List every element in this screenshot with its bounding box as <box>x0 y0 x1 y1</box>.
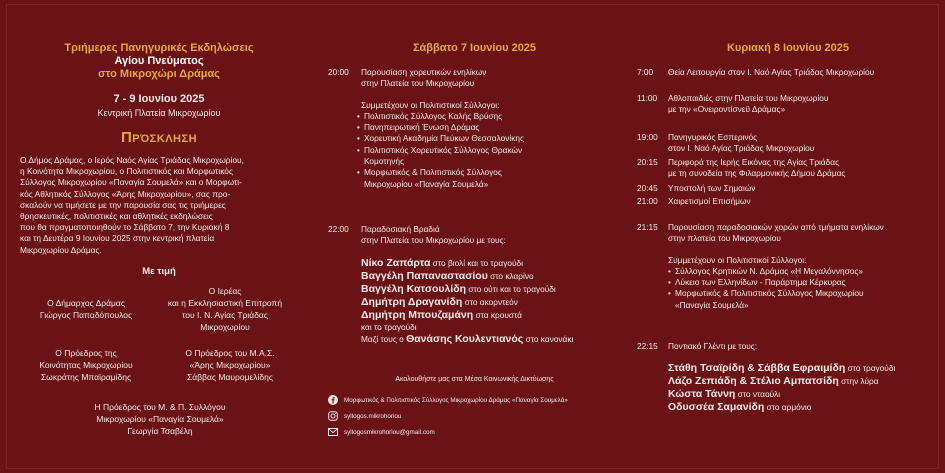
event-time: 20:45 <box>637 183 658 193</box>
text-line: Ο Δήμαρχος Δράμας <box>47 298 125 308</box>
text-line: σκαλούν να τιμήσετε με την παρουσία σας τις τριήμερες <box>20 199 226 210</box>
event-place: Κεντρική Πλατεία Μικροχωρίου <box>97 108 221 118</box>
invitation-text <box>20 155 298 256</box>
text-line: Ο Ιερέας <box>208 286 242 296</box>
left-column <box>0 0 318 473</box>
event-time: 20:00 <box>328 67 349 77</box>
saturday-column <box>318 0 631 473</box>
facebook-icon <box>328 395 338 405</box>
text-line: και τη Δευτέρα 9 Ιουνίου 2025 στην κεντρική πλατεία <box>20 233 215 244</box>
event-time: 19:00 <box>637 132 658 142</box>
text-line: Υποστολή των Σημαιών <box>668 183 756 193</box>
list-item: • Πανηπειρωτική Ένωση Δράμας <box>357 122 626 133</box>
social-instagram[interactable] <box>328 410 401 422</box>
sunday-column <box>631 0 945 473</box>
text-line: Μικροχωρίου «Παναγία Σουμελά» <box>96 414 224 424</box>
performer: Λάζο Ζεπιάδη & Στέλιο Αμπατσίδη στην λύρα <box>668 375 879 388</box>
text-line: και η Εκκλησιαστική Επιτροπή <box>167 298 283 308</box>
text-line: με τη συνοδεία της Φιλαρμονικής Δήμου Δράμας <box>668 168 846 179</box>
event-title <box>0 42 318 81</box>
title-line: Τριήμερες Πανηγυρικές Εκδηλώσεις <box>64 42 254 54</box>
text-line: στην Πλατεία του Μικροχωρίου <box>361 78 475 89</box>
text-line: θρησκευτικές, πολιτιστικές και αθλητικές εκδηλώσεις <box>20 211 213 222</box>
clubs-list <box>668 266 943 311</box>
event-time: 7:00 <box>637 67 654 77</box>
text-line: Σάββας Μαυρομελίδης <box>187 372 273 382</box>
title-line: Αγίου Πνεύματος <box>114 55 204 67</box>
text-line: και το τραγούδι <box>361 321 417 332</box>
list-item: • Μορφωτικός & Πολιτιστικός Σύλλογος Μικροχωρίου «Παναγία Σουμελά» <box>668 288 943 311</box>
text-line: Παραδοσιακή Βραδιά <box>361 224 440 234</box>
event-description <box>361 224 626 346</box>
text-line: κός Αθλητικός Σύλλογος «Άρης Μικροχωρίου», σας προ- <box>20 188 231 199</box>
text-line: του Ι. Ν. Αγίας Τριάδας <box>182 310 268 320</box>
signatory-mas-president <box>155 347 305 383</box>
text-line: Μικροχωρίου Δράμας. <box>20 244 102 255</box>
performer: Βαγγέλη Κατσουλίδη στο ούτι και το τραγούδι <box>361 282 556 295</box>
social-text: syllogos.mikrohoriou <box>344 412 402 420</box>
text-line: στην Πλατεία του Μικροχωρίου με τους: <box>361 235 506 246</box>
signatory-mayor <box>20 297 152 321</box>
text-line: με την «Ονειροντίσνεϋ Δράμας» <box>668 104 786 115</box>
list-item: • Μορφωτικός & Πολιτιστικός Σύλλογος Μικροχωρίου «Παναγία Σουμελά» <box>357 167 626 190</box>
text-line: η Κοινότητα Μικροχωρίου, ο Πολιτιστικός και Μορφωτικός <box>20 166 233 177</box>
performer: Δημήτρη Μπουζαμάνη στα κρουστά <box>361 308 522 321</box>
event-time: 11:00 <box>637 93 658 103</box>
social-text: Μορφωτικός & Πολιτιστικός Σύλλογος Μικροχωρίου Δράμας «Παναγία Σουμελά» <box>344 396 568 404</box>
text-line: Περιφορά της Ιερής Εικόνας της Αγίας Τριάδας <box>668 157 840 167</box>
text-line: Ο Δήμος Δράμας, ο Ιερός Ναός Αγίας Τριάδας Μικροχωρίου, <box>20 155 244 165</box>
performer: Δημήτρη Δραγανίδη στο ακορντεόν <box>361 295 518 308</box>
social-facebook[interactable] <box>328 394 568 406</box>
performer: Βαγγέλη Παπαναστασίου στο κλαρίνο <box>361 269 534 282</box>
list-item: • Χορευτική Ακαδημία Πεύκων Θεσσαλονίκης <box>357 133 626 144</box>
performer: Κώστα Τάννη στο νταούλι <box>668 388 781 401</box>
text-line: Ο Πρόεδρος της <box>55 348 117 358</box>
text-line: Παρουσίαση παραδοσιακών χορών από τμήματα ενηλίκων <box>668 222 884 232</box>
text-line: Κοινότητας Μικροχωρίου <box>39 360 133 370</box>
performer: Νίκο Ζαπάρτα στο βιολί και το τραγούδι <box>361 256 523 269</box>
text-line: Σύλλογος Μικροχωρίου «Παναγία Σουμελά» και ο Μορφωτι- <box>20 177 242 188</box>
title-line: στο Μικροχώρι Δράμας <box>98 68 220 80</box>
text-line: Ποντιακό Γλέντι με τους: <box>668 341 758 351</box>
saturday-heading: Σάββατο 7 Ιουνίου 2025 <box>412 42 537 54</box>
clubs-heading: Συμμετέχουν οι Πολιτιστικοί Σύλλογοι: <box>668 254 807 265</box>
email-icon <box>328 427 338 437</box>
event-description <box>361 67 626 190</box>
event-time: 22:00 <box>328 224 349 234</box>
invitation-heading: Πρόσκληση <box>120 129 198 146</box>
signatory-club-president <box>40 401 280 437</box>
performer: Μαζί τους ο Θανάσης Κουλεντιανός στο κανονάκι <box>361 332 574 345</box>
text-line: Γεωργία Τσαβέλη <box>127 426 193 436</box>
text-line: Αθλοπαιδιές στην Πλατεία του Μικροχωρίου <box>668 93 829 103</box>
text-line: Παρουσίαση χορευτικών ενηλίκων <box>361 67 487 77</box>
text-line: Πανηγυρικός Εσπερινός <box>668 132 758 142</box>
sunday-heading: Κυριακή 8 Ιουνίου 2025 <box>726 42 850 54</box>
event-time: 22:15 <box>637 341 658 351</box>
honor-heading: Με τιμή <box>142 266 176 277</box>
text-line: Η Πρόεδρος του Μ. & Π. Συλλόγου <box>94 402 226 412</box>
performer: Στάθη Τσαϊρίδη & Σάββα Εφραιμίδη στο τραγούδι <box>668 362 896 375</box>
clubs-list <box>357 111 626 190</box>
text-line: Μικροχωρίου <box>200 322 250 332</box>
social-heading: Ακολουθήστε μας στα Μέσα Κοινωνικής Δικτύωσης <box>395 376 554 383</box>
social-text: syllogosmikrohoriou@gmail.com <box>344 428 435 436</box>
text-line: Γιώργος Παπαδόπουλος <box>39 310 133 320</box>
text-line: στον Ι. Ναό Αγίας Τριάδας Μικροχωρίου <box>668 143 815 154</box>
text-line: Ο Πρόεδρος του Μ.Α.Σ. <box>185 348 275 358</box>
list-item: • Σύλλογος Κρητικών Ν. Δράμας «Η Μεγαλόννησος» <box>668 266 943 277</box>
event-dates: 7 - 9 Ιουνίου 2025 <box>113 93 205 105</box>
list-item: • Λύκειο των Ελληνίδων - Παράρτημα Κέρκυρας <box>668 277 943 288</box>
performer: Οδυσσέα Σαμανίδη στο αρμόνιο <box>668 401 812 414</box>
list-item: • Πολιτιστικός Χορευτικός Σύλλογος Θρακών Κομοτηνής <box>357 145 626 168</box>
text-line: Σωκράτης Μπαϊραμίδης <box>40 372 132 382</box>
event-time: 21:15 <box>637 222 658 232</box>
event-time: 21:00 <box>637 196 658 206</box>
text-line: Θεία Λειτουργία στον Ι. Ναό Αγίας Τριάδας Μικροχωρίου <box>668 67 875 77</box>
clubs-heading: Συμμετέχουν οι Πολιτιστικοί Σύλλογοι: <box>361 99 500 110</box>
signatory-priest <box>145 285 305 333</box>
instagram-icon <box>328 411 338 421</box>
text-line: στην πλατεία του Μικροχωρίου <box>668 233 781 244</box>
signatory-community-president <box>20 347 152 383</box>
text-line: «Άρης Μικροχωρίου» <box>189 360 271 370</box>
social-email[interactable] <box>328 426 435 438</box>
event-time: 20:15 <box>637 157 658 167</box>
list-item: • Πολιτιστικός Σύλλογος Καλής Βρύσης <box>357 111 626 122</box>
text-line: που θα πραγματοποιηθούν το Σάββατο 7, την Κυριακή 8 <box>20 222 230 233</box>
text-line: Χαιρετισμοί Επισήμων <box>668 196 751 206</box>
